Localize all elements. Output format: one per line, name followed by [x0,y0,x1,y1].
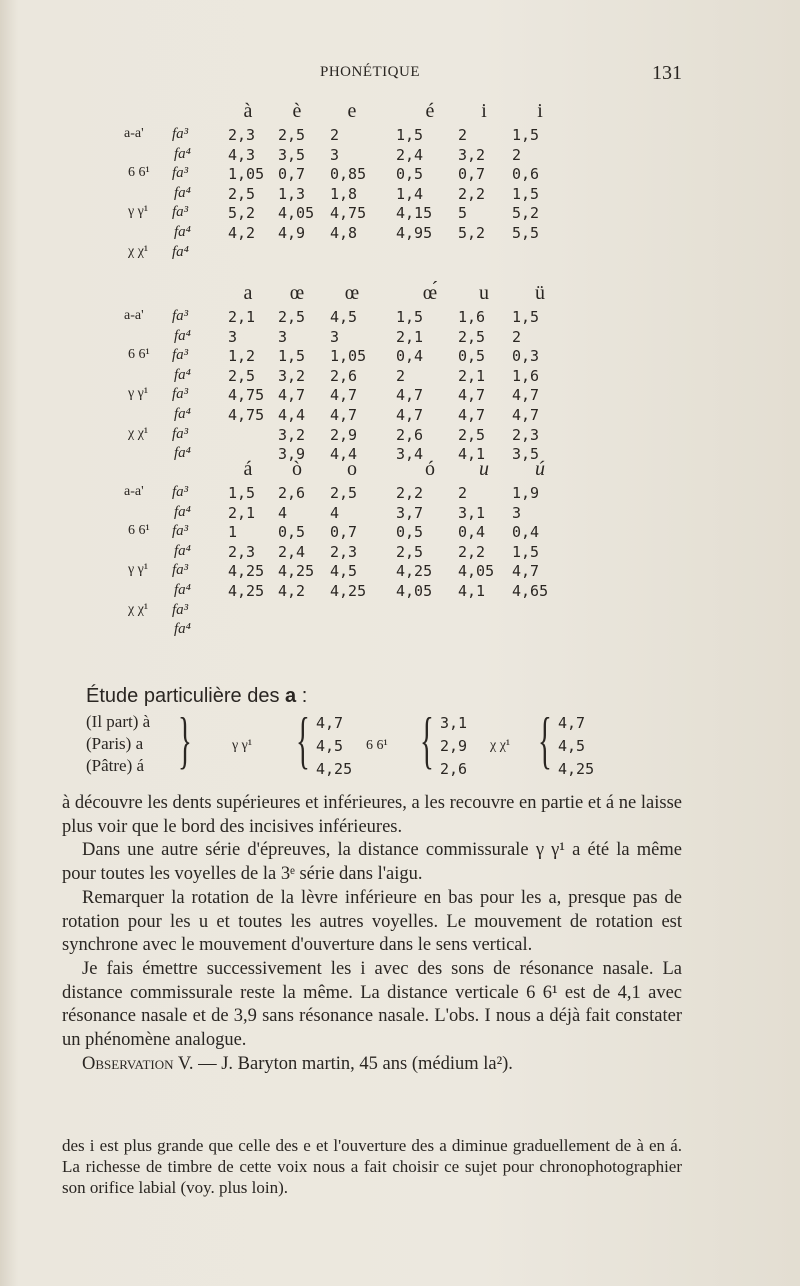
table-cell: 4,7 [458,386,486,405]
table-cell: 2,3 [228,542,256,561]
study-sym-3: χ χ¹ [490,738,511,753]
table-cell: 2,5 [458,425,486,444]
running-title: PHONÉTIQUE [320,64,420,80]
column-header: u [479,282,489,304]
column-header: i [481,100,487,122]
table-cell: 4,3 [228,145,256,164]
table-cell: 0,85 [330,165,367,184]
table-cell: 4,7 [458,406,486,424]
table-cell: 3,1 [458,503,486,522]
row-label: fa³ [172,308,189,324]
row-symbol: a-a' [124,484,144,499]
row-label: fa³ [172,484,189,500]
table-cell: 2,4 [278,542,306,561]
table-cell: 2 [512,145,522,164]
study-title-letter: a [285,685,297,707]
table-cell: 4,1 [458,445,486,464]
row-label: fa³ [172,425,189,442]
table-cell: 2,1 [228,503,256,522]
table-cell: 1,4 [396,184,424,203]
table-cell: 3,7 [396,503,424,522]
table-cell: 4,7 [512,386,540,405]
table-cell: 2,1 [228,308,256,326]
row-label: fa⁴ [174,582,191,598]
table-cell: 3,2 [458,145,486,164]
table-cell: 0,5 [396,165,424,184]
table-cell: 4,9 [278,224,306,242]
column-header: à [243,100,253,122]
column-header: a [243,282,253,304]
table-cell: 0,6 [512,165,540,184]
table-cell: 1,6 [458,308,486,326]
table-cell: 4,25 [396,562,433,581]
paragraph-3: Remarquer la rotation de la lèvre inférieure en bas pour les a, presque pas de rotation pour les u et toutes les autres voyelles. Le mouvement de rotation est synchrone avec le mouvement d'ouverture dans le sens vertical. [62,887,682,956]
running-head [0,62,800,86]
table-cell: 2,5 [458,327,486,346]
table-cell: 2,3 [330,542,358,561]
table-cell: 4,7 [396,386,424,405]
table-cell: 1,8 [330,184,358,203]
column-header: œ [344,282,360,304]
table-cell: 4,7 [512,562,540,581]
table-cell: 3,2 [278,425,306,444]
row-symbol: χ χ¹ [128,425,149,441]
table-cell: 2,5 [228,184,256,203]
table-cell: 1,5 [512,542,540,561]
table-cell: 1,9 [512,484,540,502]
table-cell: 5,2 [228,204,256,223]
table-cell: 2,1 [458,366,486,385]
table-cell: 0,3 [512,347,540,366]
table-cell: 3 [278,327,288,346]
row-label: fa⁴ [174,503,191,520]
column-header: á [243,458,253,480]
table-cell: 4 [330,503,340,522]
column-header: e [347,100,357,122]
study-g1-2: 4,25 [316,760,353,778]
study-g2-0: 3,1 [440,714,468,732]
table-cell: 4,5 [330,308,358,326]
table-cell: 5,2 [512,204,540,223]
table-cell: 4 [278,503,288,522]
table-cell: 4,05 [458,562,495,581]
table-cell: 0,5 [396,523,424,542]
row-label: fa⁴ [174,224,191,240]
column-header: ó [425,458,435,480]
table-cell: 2,2 [458,184,486,203]
row-label: fa⁴ [174,406,191,422]
column-header: é [425,100,435,122]
table-cell: 2,6 [396,425,424,444]
study-title-prefix: Étude particulière des [86,685,280,707]
table-cell: 1,5 [512,308,540,326]
table-cell: 4,75 [228,406,265,424]
table-cell: 4,8 [330,224,358,242]
table-cell: 4,05 [396,582,433,600]
row-label: fa³ [172,204,189,221]
column-header: u [479,458,489,480]
row-label: fa⁴ [174,542,191,559]
table-cell: 2 [512,327,522,346]
study-g3-1: 4,5 [558,737,586,755]
table-cell: 2,5 [278,308,306,326]
column-header: è [292,100,302,122]
study-g1-0: 4,7 [316,714,344,732]
column-header: o [347,458,357,480]
table-cell: 4,1 [458,582,486,600]
table-cell: 2,1 [396,327,424,346]
row-symbol: χ χ¹ [128,601,149,617]
column-header: œ [289,282,305,304]
table-cell: 2,5 [330,484,358,502]
table-cell: 2,2 [396,484,424,502]
table-cell: 2,6 [278,484,306,502]
table-cell: 2 [330,126,340,144]
table-cell: 4,7 [396,406,424,424]
table-cell: 4,7 [330,406,358,424]
row-symbol: γ γ¹ [128,386,149,402]
study-g3-2: 4,25 [558,760,595,778]
table-cell: 1,5 [278,347,306,366]
table-cell: 3,5 [512,445,540,464]
row-label: fa⁴ [174,145,191,162]
column-header: œ́ [422,282,438,304]
table-cell: 0,7 [278,165,306,184]
table-cell: 3 [330,145,340,164]
table-cell: 3 [512,503,522,522]
row-label: fa³ [172,523,189,540]
table-cell: 3 [228,327,238,346]
study-title [86,685,307,708]
study-sym-1: γ γ¹ [232,738,253,753]
brace-4: { [538,704,552,775]
table-cell: 1,05 [228,165,265,184]
column-header: ü [535,282,545,304]
row-symbol: 6 6¹ [128,523,150,539]
table-cell: 2 [458,126,468,144]
row-symbol: a-a' [124,126,144,141]
table-cell: 4,25 [330,582,367,600]
row-label: fa³ [172,386,189,403]
row-symbol: γ γ¹ [128,562,149,578]
row-label: fa⁴ [174,327,191,344]
study-left-2: (Paris) a [86,734,144,753]
table-cell: 2,5 [396,542,424,561]
table-cell: 1,05 [330,347,367,366]
body-text [62,792,682,1076]
study-g1-1: 4,5 [316,737,344,755]
table-cell: 4,7 [512,406,540,424]
table-cell: 4,65 [512,582,549,600]
table-cell: 4,4 [330,445,358,464]
row-symbol: χ χ¹ [128,243,149,259]
table-cell: 4,15 [396,204,433,223]
table-cell: 2,6 [330,366,358,385]
observation-text: V. — J. Baryton martin, 45 ans (médium la²). [177,1053,513,1074]
table-cell: 4,95 [396,224,433,242]
study-g3-0: 4,7 [558,714,586,732]
row-label: fa³ [172,347,189,364]
table-cell: 2,9 [330,425,358,444]
table-cell: 2,4 [396,145,424,164]
table-cell: 4,7 [330,386,358,405]
table-cell: 1,5 [396,308,424,326]
study-title-suffix: : [301,685,308,707]
table-cell: 1,5 [512,126,540,144]
table-cell: 1,2 [228,347,256,366]
observation-line [62,1053,682,1077]
table-cell: 3,5 [278,145,306,164]
column-header: ò [292,458,302,480]
page-number: 131 [652,62,682,84]
study-sym-2: 6 6¹ [366,738,388,753]
column-header: i [537,100,543,122]
table-cell: 4,25 [278,562,315,581]
table-cell: 5 [458,204,468,223]
table-cell: 0,4 [396,347,424,366]
brace-3: { [420,704,434,775]
table-cell: 4,7 [278,386,306,405]
table-cell: 4,25 [228,562,265,581]
row-label: fa⁴ [174,184,191,201]
table-cell: 0,7 [458,165,486,184]
row-label: fa⁴ [172,243,189,260]
row-label: fa³ [172,562,189,579]
row-symbol: a-a' [124,308,144,323]
table-cell: 5,5 [512,224,540,242]
table-cell: 2,5 [228,366,256,385]
table-cell: 2,3 [228,126,256,144]
table-cell: 3 [330,327,340,346]
row-label: fa³ [172,126,189,142]
table-cell: 1,5 [396,126,424,144]
table-cell: 2,5 [278,126,306,144]
table-cell: 3,4 [396,445,424,464]
row-label: fa⁴ [174,621,191,638]
table-cell: 2,3 [512,425,540,444]
row-symbol: γ γ¹ [128,204,149,220]
row-label: fa⁴ [174,366,191,383]
table-cell: 2 [458,484,468,502]
table-cell: 3,9 [278,445,306,464]
table-cell: 3,2 [278,366,306,385]
row-symbol: 6 6¹ [128,165,150,181]
table-cell: 4,2 [278,582,306,600]
brace-1: } [178,704,192,775]
table-cell: 1,3 [278,184,306,203]
paragraph-4: Je fais émettre successivement les i avec des sons de résonance nasale. La distance commissurale reste la même. La distance verticale 6 6¹ est de 4,1 avec résonance nasale et de 3,9 sans résonance nasale. L'obs. I nous a déjà fait constater un phénomène analogue. [62,958,682,1051]
brace-2: { [296,704,310,775]
table-cell: 2,2 [458,542,486,561]
study-g2-2: 2,6 [440,760,468,778]
table-cell: 1 [228,523,238,542]
row-symbol: 6 6¹ [128,347,150,363]
footnote-text: des i est plus grande que celle des e et l'ouverture des a diminue graduellement de à en á. La richesse de timbre de cette voix nous a fait choisir ce sujet pour chronophotographier son orifice labial (voy. plus loin). [62,1136,682,1197]
table-cell: 4,25 [228,582,265,600]
table-cell: 0,4 [512,523,540,542]
table-cell: 4,05 [278,204,315,223]
observation-label: Observation [82,1053,174,1074]
table-cell: 5,2 [458,224,486,242]
table-cell: 0,5 [458,347,486,366]
table-cell: 1,5 [512,184,540,203]
table-cell: 0,7 [330,523,358,542]
table-cell: 2 [396,366,406,385]
row-label: fa⁴ [174,445,191,462]
table-cell: 0,4 [458,523,486,542]
table-cell: 0,5 [278,523,306,542]
paragraph-1: à découvre les dents supérieures et inférieures, a les recouvre en partie et á ne laisse plus voir que le bord des incisives inférieures. [62,793,682,837]
paragraph-2: Dans une autre série d'épreuves, la distance commissurale γ γ¹ a été la même pour toutes les voyelles de la 3ᵉ série dans l'aigu. [62,840,682,885]
table-cell: 4,75 [228,386,265,405]
column-header: ú [535,458,545,480]
table-cell: 4,4 [278,406,306,424]
table-cell: 4,75 [330,204,367,223]
table-cell: 1,6 [512,366,540,385]
table-cell: 4,5 [330,562,358,581]
study-left-1: (Il part) à [86,712,151,731]
table-cell: 4,2 [228,224,256,242]
table-cell: 1,5 [228,484,256,502]
study-g2-1: 2,9 [440,737,468,755]
study-left-3: (Pâtre) á [86,756,145,775]
row-label: fa³ [172,601,189,618]
row-label: fa³ [172,165,189,182]
